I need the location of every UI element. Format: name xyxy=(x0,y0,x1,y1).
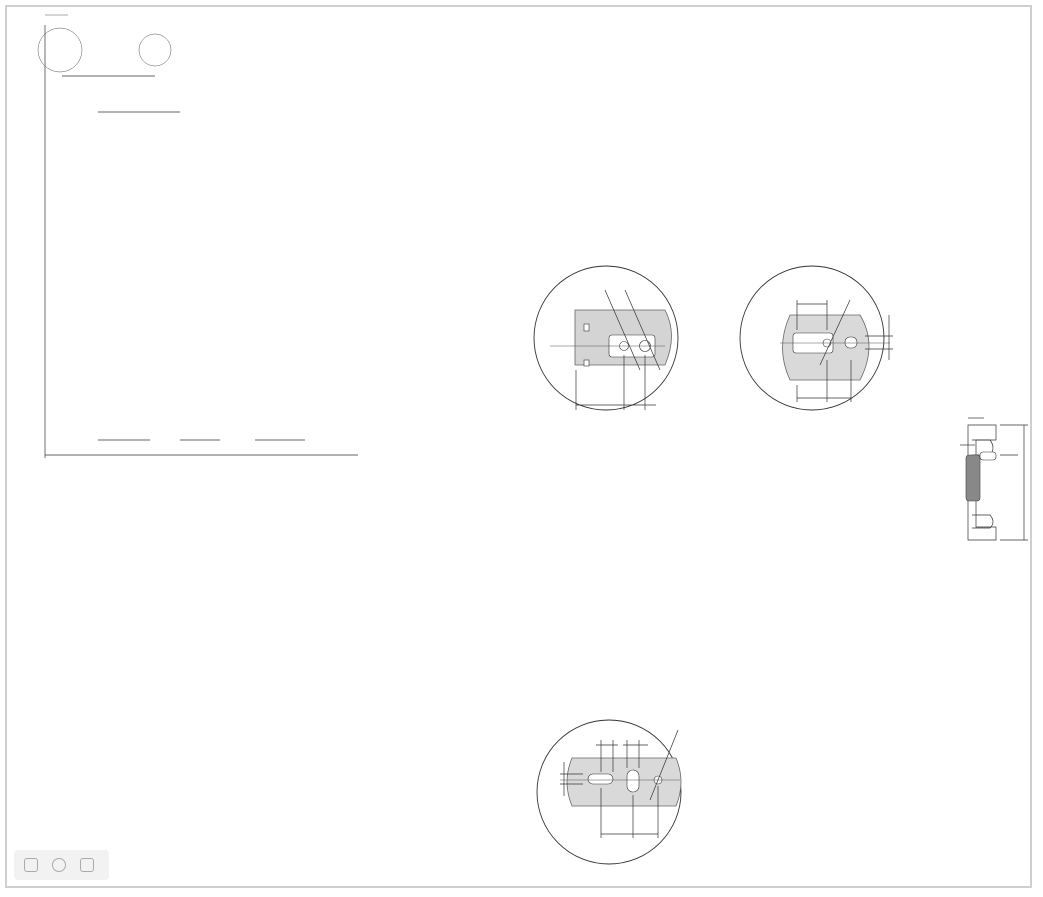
search-icon[interactable] xyxy=(52,858,66,872)
detail-3-slot-horizontal xyxy=(588,774,613,784)
profile-ball-cage xyxy=(966,455,980,501)
page-frame xyxy=(6,6,1031,887)
detail-circle-1 xyxy=(38,28,82,72)
detail-1-square-hole-a xyxy=(584,324,589,331)
detail-3-slot-vertical xyxy=(627,770,639,792)
image-toolbar[interactable] xyxy=(14,850,109,880)
detail-1-square-hole-b xyxy=(584,360,589,366)
detail-view-1 xyxy=(534,266,678,410)
top-rail-diagram xyxy=(38,25,358,458)
bookmark-icon[interactable] xyxy=(24,858,38,872)
profile-inner-rail xyxy=(980,452,996,460)
detail-2-oval xyxy=(845,337,857,348)
rail-profile xyxy=(960,418,1028,540)
detail-view-3 xyxy=(537,720,681,864)
profile-lower-lip xyxy=(972,515,993,528)
detail-circle-2 xyxy=(139,34,171,66)
more-icon[interactable] xyxy=(80,858,94,872)
detail-view-2 xyxy=(740,266,893,410)
